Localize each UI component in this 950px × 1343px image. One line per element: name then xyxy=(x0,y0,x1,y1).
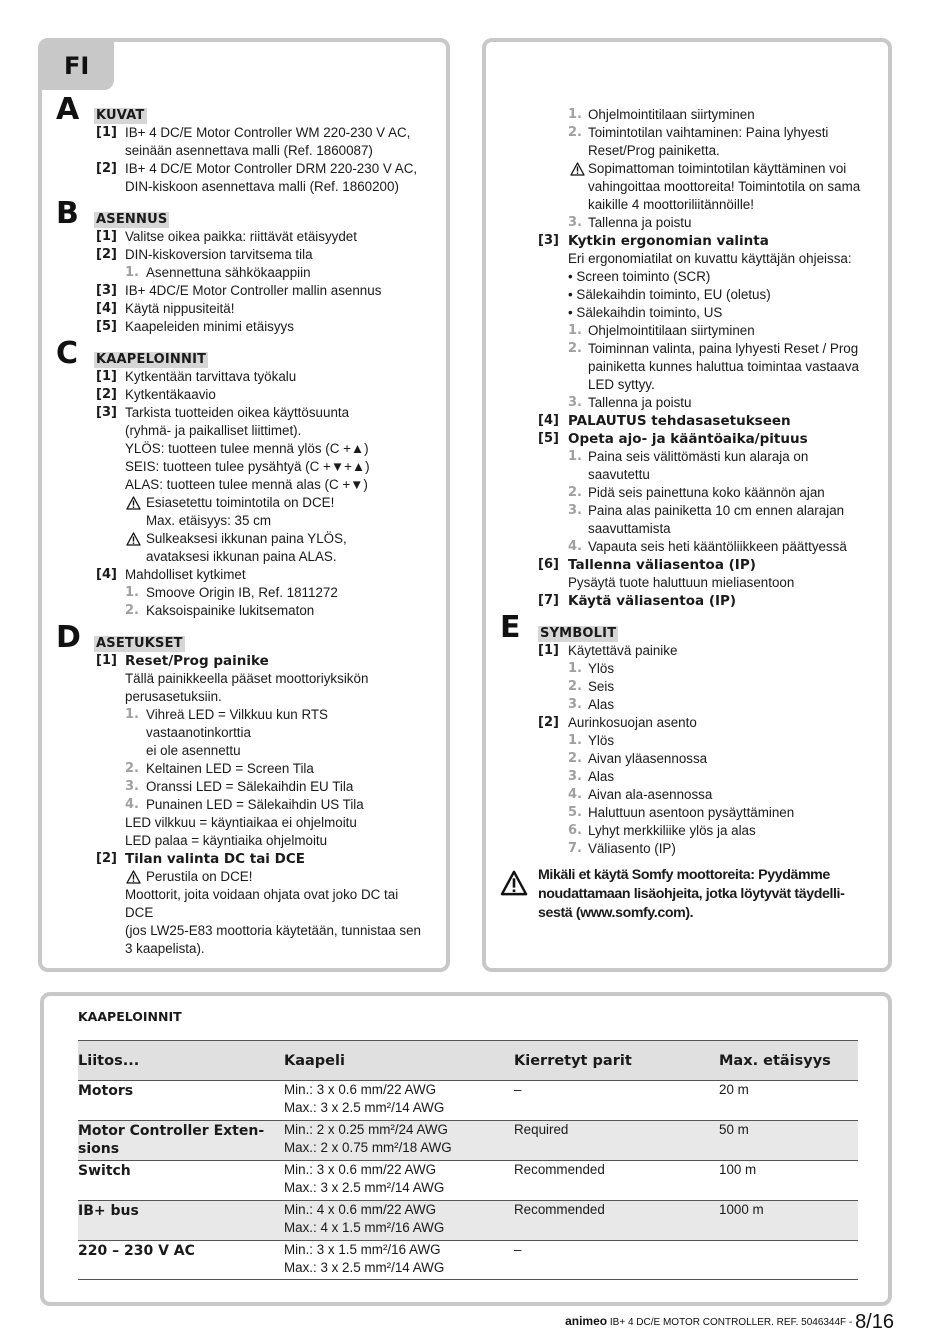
paragraph-line: Tällä painikkeella pääset moottoriyksikön xyxy=(125,671,369,686)
list-item: [3] Tarkista tuotteiden oikea käyttösuunta (ryhmä- ja paikalliset liittimet). YLÖS: tuotteen tulee mennä ylös (C +▲) SEIS: tuotteen tulee pysähtyä (C +▼+▲) ALAS: tuotteen tulee mennä alas (C +▼) xyxy=(96,405,370,492)
paragraph-line: 3 kaapelista). xyxy=(125,941,205,956)
notice-text: Mikäli et käytä Somfy moottoreita: Pyydämme noudattamaan lisäohjeita, jotka löytyvät täydelli- sestä (www.somfy.com). xyxy=(538,867,845,921)
sub-item: 1. Paina seis välittömästi kun alaraja on saavutettu xyxy=(568,449,809,482)
warning-icon xyxy=(570,162,585,176)
sub-item: 2. Keltainen LED = Screen Tila xyxy=(125,761,314,776)
section-d-header xyxy=(56,620,426,655)
sub-item: 1. Vihreä LED = Vilkkuu kun RTS vastaanotinkorttia ei ole asennettu xyxy=(125,707,328,758)
table-row: Switch Min.: 3 x 0.6 mm/22 AWG Max.: 3 x 2.5 mm²/14 AWG Recommended 100 m xyxy=(78,1160,858,1200)
sub-item: 2. Kaksoispainike lukitsematon xyxy=(125,603,315,618)
sub-item: 1. Smoove Origin IB, Ref. 1811272 xyxy=(125,585,338,600)
paragraph-line: perusasetuksiin. xyxy=(125,689,222,704)
paragraph-line: Pysäytä tuote haluttuun mieliasentoon xyxy=(568,575,795,590)
sub-item: 1. Asennettuna sähkökaappiin xyxy=(125,265,311,280)
sub-item: 2. Pidä seis painettuna koko käännön ajan xyxy=(568,485,825,500)
sub-item: 1. Ohjelmointitilaan siirtyminen xyxy=(568,323,755,338)
list-item: [5] Opeta ajo- ja kääntöaika/pituus xyxy=(538,431,808,447)
list-item: [2] DIN-kiskoversion tarvitsema tila xyxy=(96,247,313,262)
footer-text: IB+ 4 DC/E MOTOR CONTROLLER. REF. 5046344F - xyxy=(607,1317,856,1328)
list-item: [4] PALAUTUS tehdasasetukseen xyxy=(538,413,791,429)
table-header-row xyxy=(78,1040,858,1080)
section-letter: E xyxy=(500,610,521,645)
paragraph-line: Moottorit, joita voidaan ohjata ovat joko DC tai DCE xyxy=(125,887,399,920)
page-number: 8/16 xyxy=(855,1311,894,1333)
sub-item: 3. Oranssi LED = Sälekaihdin EU Tila xyxy=(125,779,354,794)
header-cell: Kaapeli xyxy=(284,1053,345,1069)
section-title: ASETUKSET xyxy=(96,636,183,651)
list-item: [3] Kytkin ergonomian valinta xyxy=(538,233,769,249)
section-title: KAAPELOINNIT xyxy=(96,352,207,367)
sub-item: 5. Haluttuun asentoon pysäyttäminen xyxy=(568,805,795,820)
section-letter: B xyxy=(56,196,79,231)
list-item: [1] Valitse oikea paikka: riittävät etäisyydet xyxy=(96,229,357,244)
list-item: [7] Käytä väliasentoa (IP) xyxy=(538,593,737,609)
right-column xyxy=(500,106,872,858)
sub-item: 2. Toiminnan valinta, paina lyhyesti Reset / Prog painiketta kunnes haluttua toimintaa vastaava LED syttyy. xyxy=(568,341,859,392)
section-c-header xyxy=(56,336,426,371)
sub-item: 4. Punainen LED = Sälekaihdin US Tila xyxy=(125,797,364,812)
list-item: [5] Kaapeleiden minimi etäisyys xyxy=(96,319,294,334)
sub-item: 6. Lyhyt merkkiliike ylös ja alas xyxy=(568,823,756,838)
list-item: [1] Kytkentään tarvittava työkalu xyxy=(96,369,297,384)
bullet-item: • Screen toiminto (SCR) xyxy=(568,269,711,284)
section-letter: C xyxy=(56,336,79,371)
list-item: [6] Tallenna väliasentoa (IP) xyxy=(538,557,756,573)
table-row: 220 – 230 V AC Min.: 3 x 1.5 mm²/16 AWG Max.: 3 x 2.5 mm²/14 AWG – xyxy=(78,1240,858,1280)
list-item: [4] Käytä nippusiteitä! xyxy=(96,301,235,316)
section-title: ASENNUS xyxy=(96,212,168,227)
brand-name: animeo xyxy=(565,1314,608,1328)
paragraph-line: LED vilkkuu = käyntiaikaa ei ohjelmoitu xyxy=(125,815,357,830)
list-item: [2] Tilan valinta DC tai DCE xyxy=(96,851,305,867)
sub-item: 2. Toimintotilan vaihtaminen: Paina lyhyesti Reset/Prog painiketta. xyxy=(568,125,829,158)
sub-item: 1. Ylös xyxy=(568,733,615,748)
language-tab: FI xyxy=(42,42,114,90)
sub-item: 1. Ohjelmointitilaan siirtyminen xyxy=(568,107,755,122)
list-item: [2] IB+ 4 DC/E Motor Controller DRM 220-230 V AC, DIN-kiskoon asennettava malli (Ref. 1860200) xyxy=(96,161,418,194)
sub-item: 4. Aivan ala-asennossa xyxy=(568,787,713,802)
header-cell: Kierretyt parit xyxy=(514,1053,632,1069)
table-row: Motors Min.: 3 x 0.6 mm/22 AWG Max.: 3 x 2.5 mm²/14 AWG – 20 m xyxy=(78,1080,858,1120)
section-title: SYMBOLIT xyxy=(540,626,617,641)
sub-item: 4. Vapauta seis heti kääntöliikkeen päättyessä xyxy=(568,539,847,554)
page-footer xyxy=(565,1309,894,1333)
sub-item: 7. Väliasento (IP) xyxy=(568,841,676,856)
sub-item: 3. Alas xyxy=(568,697,615,712)
list-item: [3] IB+ 4DC/E Motor Controller mallin asennus xyxy=(96,283,382,298)
sub-item: 3. Alas xyxy=(568,769,615,784)
warning-icon xyxy=(126,496,141,510)
sub-item: 2. Aivan yläasennossa xyxy=(568,751,708,766)
bullet-item: • Sälekaihdin toiminto, EU (oletus) xyxy=(568,287,771,302)
warning-icon xyxy=(126,532,141,546)
table-row: Motor Controller Exten- sions Min.: 2 x 0.25 mm²/24 AWG Max.: 2 x 0.75 mm²/18 AWG Required 50 m xyxy=(78,1120,858,1160)
section-letter: D xyxy=(56,620,81,655)
header-cell: Max. etäisyys xyxy=(719,1053,831,1069)
warning-note: Esiasetettu toimintotila on DCE! Max. etäisyys: 35 cm xyxy=(56,494,426,530)
list-item: [1] Käytettävä painike xyxy=(538,643,678,658)
section-a-header xyxy=(56,92,426,127)
paragraph-line: LED palaa = käyntiaika ohjelmoitu xyxy=(125,833,328,848)
sub-item: 3. Tallenna ja poistu xyxy=(568,215,692,230)
table-row: IB+ bus Min.: 4 x 0.6 mm/22 AWG Max.: 4 x 1.5 mm²/16 AWG Recommended 1000 m xyxy=(78,1200,858,1240)
list-item: [1] Reset/Prog painike xyxy=(96,653,269,669)
section-b-header xyxy=(56,196,426,231)
header-cell: Liitos... xyxy=(78,1053,140,1069)
sub-item: 3. Paina alas painiketta 10 cm ennen alarajan saavuttamista xyxy=(568,503,845,536)
table-title: KAAPELOINNIT xyxy=(78,1009,182,1024)
paragraph-line: (jos LW25-E83 moottoria käytetään, tunnistaa sen xyxy=(125,923,421,938)
list-item: [2] Aurinkosuojan asento xyxy=(538,715,697,730)
list-item: [1] IB+ 4 DC/E Motor Controller WM 220-230 V AC, seinään asennettava malli (Ref. 1860087) xyxy=(96,125,411,158)
list-item: [2] Kytkentäkaavio xyxy=(96,387,216,402)
warning-icon xyxy=(126,870,141,884)
notice-box xyxy=(500,866,880,926)
warning-note: Sulkeaksesi ikkunan paina YLÖS, avataksesi ikkunan paina ALAS. xyxy=(56,530,426,566)
section-title: KUVAT xyxy=(96,108,145,123)
section-letter: A xyxy=(56,92,80,127)
section-e-header xyxy=(500,610,872,645)
bullet-item: • Sälekaihdin toiminto, US xyxy=(568,305,723,320)
list-item: [4] Mahdolliset kytkimet xyxy=(96,567,246,582)
warning-note: Sopimattoman toimintotilan käyttäminen voi vahingoittaa moottoreita! Toimintotila on sama kaikille 4 moottoriliitännöille! xyxy=(500,160,872,214)
left-column xyxy=(56,92,426,958)
warning-note: Perustila on DCE! xyxy=(56,868,426,886)
sub-item: 1. Ylös xyxy=(568,661,615,676)
sub-item: 3. Tallenna ja poistu xyxy=(568,395,692,410)
cabling-table xyxy=(78,1040,858,1280)
warning-icon xyxy=(500,870,528,896)
sub-item: 2. Seis xyxy=(568,679,615,694)
paragraph-line: Eri ergonomiatilat on kuvattu käyttäjän ohjeissa: xyxy=(568,251,852,266)
